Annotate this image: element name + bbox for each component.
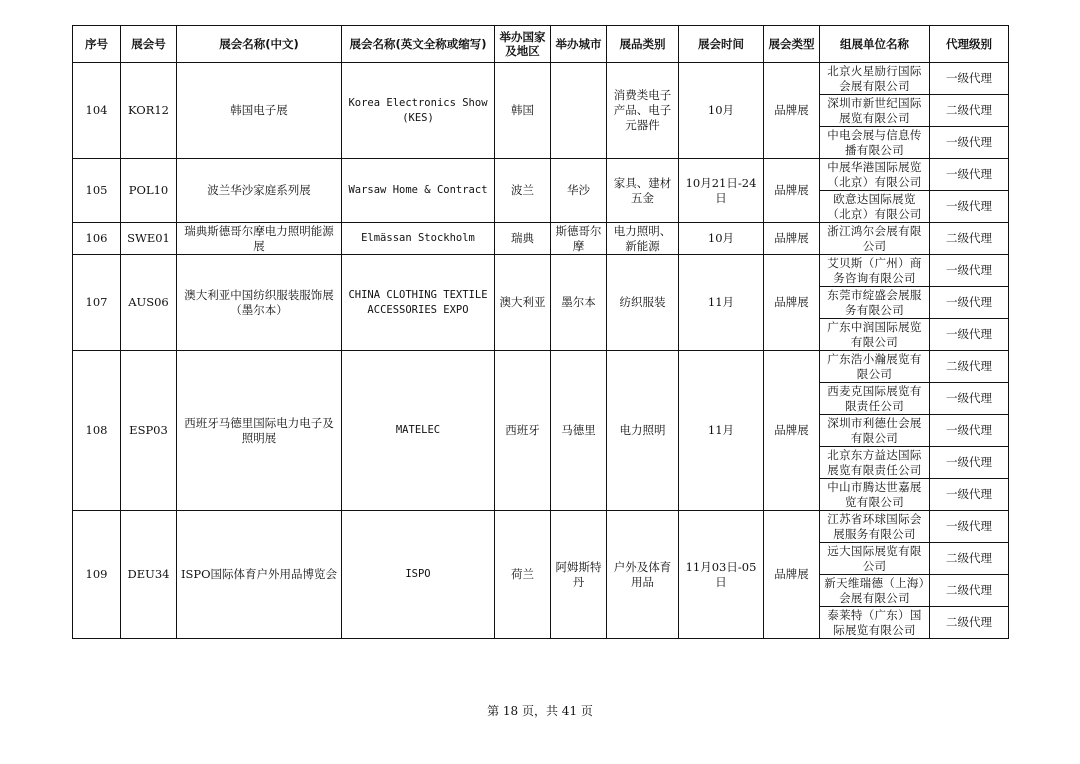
exhibition-type: 品牌展: [764, 255, 820, 351]
exhibition-name-cn: 瑞典斯德哥尔摩电力照明能源展: [177, 223, 342, 255]
exhibition-category: 电力照明、新能源: [607, 223, 679, 255]
exhibition-no: 104: [73, 63, 121, 159]
exhibition-country: 西班牙: [495, 351, 551, 511]
organizer-name: 深圳市新世纪国际展览有限公司: [820, 95, 930, 127]
exhibition-code: KOR12: [121, 63, 177, 159]
exhibition-table: [72, 25, 1009, 639]
organizer-name: 远大国际展览有限公司: [820, 543, 930, 575]
organizer-name: 泰莱特（广东）国际展览有限公司: [820, 607, 930, 639]
agency-level: 二级代理: [930, 607, 1009, 639]
exhibition-category: 家具、建材五金: [607, 159, 679, 223]
agency-level: 一级代理: [930, 415, 1009, 447]
agency-level: 一级代理: [930, 127, 1009, 159]
header-country: 举办国家及地区: [495, 26, 551, 63]
exhibition-name-cn: 澳大利亚中国纺织服装服饰展（墨尔本）: [177, 255, 342, 351]
exhibition-category: 纺织服装: [607, 255, 679, 351]
exhibition-country: 韩国: [495, 63, 551, 159]
organizer-name: 浙江鸿尔会展有限公司: [820, 223, 930, 255]
organizer-name: 中电会展与信息传播有限公司: [820, 127, 930, 159]
exhibition-code: ESP03: [121, 351, 177, 511]
header-level: 代理级别: [930, 26, 1009, 63]
organizer-name: 广东中润国际展览有限公司: [820, 319, 930, 351]
exhibition-code: POL10: [121, 159, 177, 223]
exhibition-date: 10月: [679, 223, 764, 255]
exhibition-type: 品牌展: [764, 351, 820, 511]
exhibition-no: 106: [73, 223, 121, 255]
agency-level: 二级代理: [930, 95, 1009, 127]
exhibition-category: 电力照明: [607, 351, 679, 511]
organizer-name: 新天维瑞德（上海）会展有限公司: [820, 575, 930, 607]
exhibition-country: 波兰: [495, 159, 551, 223]
exhibition-city: 华沙: [551, 159, 607, 223]
page-footer: 第 18 页，共 41 页: [487, 704, 593, 718]
header-date: 展会时间: [679, 26, 764, 63]
organizer-name: 东莞市绽盛会展服务有限公司: [820, 287, 930, 319]
table-row: [73, 511, 1009, 543]
header-type: 展会类型: [764, 26, 820, 63]
exhibition-date: 10月21日-24日: [679, 159, 764, 223]
exhibition-name-cn: 韩国电子展: [177, 63, 342, 159]
exhibition-name-en: ISPO: [342, 511, 495, 639]
agency-level: 一级代理: [930, 63, 1009, 95]
exhibition-name-en: Elmässan Stockholm: [342, 223, 495, 255]
organizer-name: 中山市腾达世嘉展览有限公司: [820, 479, 930, 511]
organizer-name: 江苏省环球国际会展服务有限公司: [820, 511, 930, 543]
agency-level: 一级代理: [930, 383, 1009, 415]
exhibition-name-en: MATELEC: [342, 351, 495, 511]
header-city: 举办城市: [551, 26, 607, 63]
exhibition-no: 107: [73, 255, 121, 351]
agency-level: 一级代理: [930, 319, 1009, 351]
exhibition-country: 瑞典: [495, 223, 551, 255]
exhibition-name-en: CHINA CLOTHING TEXTILE ACCESSORIES EXPO: [342, 255, 495, 351]
agency-level: 一级代理: [930, 255, 1009, 287]
organizer-name: 北京东方益达国际展览有限责任公司: [820, 447, 930, 479]
organizer-name: 深圳市利德仕会展有限公司: [820, 415, 930, 447]
header-no: 序号: [73, 26, 121, 63]
exhibition-no: 108: [73, 351, 121, 511]
agency-level: 一级代理: [930, 159, 1009, 191]
exhibition-date: 11月: [679, 351, 764, 511]
exhibition-country: 澳大利亚: [495, 255, 551, 351]
exhibition-code: SWE01: [121, 223, 177, 255]
exhibition-category: 户外及体育用品: [607, 511, 679, 639]
exhibition-name-en: Warsaw Home & Contract: [342, 159, 495, 223]
agency-level: 二级代理: [930, 543, 1009, 575]
header-name-en: 展会名称(英文全称或缩写): [342, 26, 495, 63]
exhibition-name-cn: 波兰华沙家庭系列展: [177, 159, 342, 223]
exhibition-type: 品牌展: [764, 63, 820, 159]
exhibition-city: 马德里: [551, 351, 607, 511]
organizer-name: 中展华港国际展览（北京）有限公司: [820, 159, 930, 191]
exhibition-type: 品牌展: [764, 159, 820, 223]
exhibition-city: 阿姆斯特丹: [551, 511, 607, 639]
exhibition-code: DEU34: [121, 511, 177, 639]
table-row: [73, 223, 1009, 255]
organizer-name: 广东浩小瀚展览有限公司: [820, 351, 930, 383]
exhibition-city: [551, 63, 607, 159]
header-organizer: 组展单位名称: [820, 26, 930, 63]
exhibition-name-en: Korea Electronics Show (KES): [342, 63, 495, 159]
exhibition-date: 11月03日-05日: [679, 511, 764, 639]
organizer-name: 西麦克国际展览有限责任公司: [820, 383, 930, 415]
exhibition-type: 品牌展: [764, 511, 820, 639]
table-row: [73, 159, 1009, 191]
exhibition-date: 10月: [679, 63, 764, 159]
exhibition-date: 11月: [679, 255, 764, 351]
header-row: [73, 26, 1009, 63]
agency-level: 二级代理: [930, 575, 1009, 607]
exhibition-name-cn: 西班牙马德里国际电力电子及照明展: [177, 351, 342, 511]
organizer-name: 欧意达国际展览（北京）有限公司: [820, 191, 930, 223]
exhibition-category: 消费类电子产品、电子元器件: [607, 63, 679, 159]
table-row: [73, 351, 1009, 383]
header-code: 展会号: [121, 26, 177, 63]
table-row: [73, 63, 1009, 95]
exhibition-country: 荷兰: [495, 511, 551, 639]
agency-level: 一级代理: [930, 479, 1009, 511]
exhibition-no: 109: [73, 511, 121, 639]
organizer-name: 艾贝斯（广州）商务咨询有限公司: [820, 255, 930, 287]
header-category: 展品类别: [607, 26, 679, 63]
agency-level: 一级代理: [930, 511, 1009, 543]
exhibition-no: 105: [73, 159, 121, 223]
agency-level: 一级代理: [930, 191, 1009, 223]
agency-level: 一级代理: [930, 287, 1009, 319]
exhibition-type: 品牌展: [764, 223, 820, 255]
organizer-name: 北京火星励行国际会展有限公司: [820, 63, 930, 95]
agency-level: 一级代理: [930, 447, 1009, 479]
agency-level: 二级代理: [930, 223, 1009, 255]
table-row: [73, 255, 1009, 287]
header-name-cn: 展会名称(中文): [177, 26, 342, 63]
exhibition-name-cn: ISPO国际体育户外用品博览会: [177, 511, 342, 639]
exhibition-city: 墨尔本: [551, 255, 607, 351]
exhibition-city: 斯德哥尔摩: [551, 223, 607, 255]
exhibition-code: AUS06: [121, 255, 177, 351]
agency-level: 二级代理: [930, 351, 1009, 383]
